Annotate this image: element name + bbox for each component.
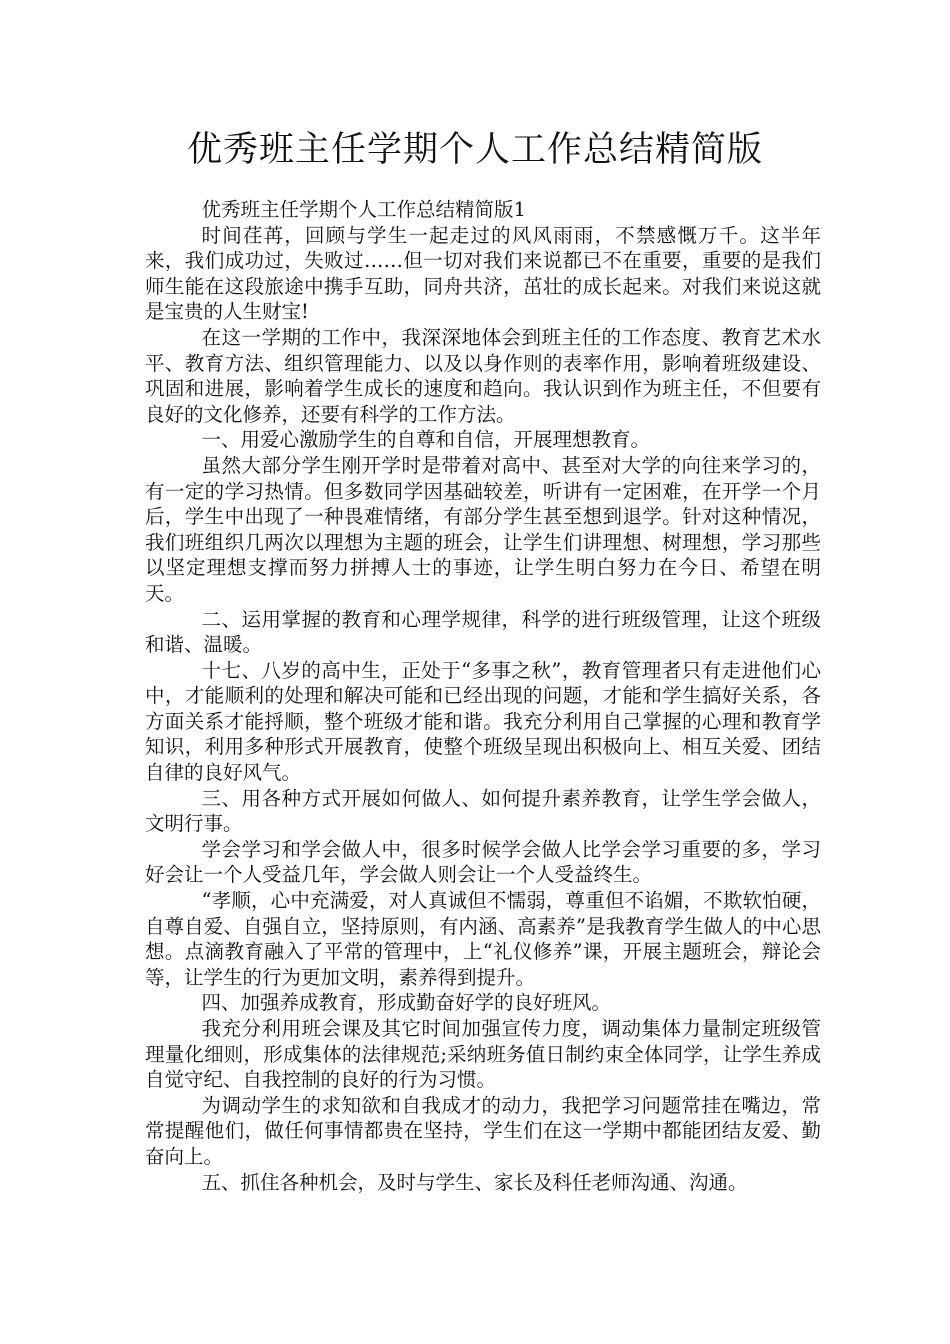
section-heading: 三、用各种方式开展如何做人、如何提升素养教育，让学生学会做人，文明行事。 — [145, 786, 821, 836]
section-heading: 二、运用掌握的教育和心理学规律，科学的进行班级管理，让这个班级和谐、温暖。 — [145, 607, 821, 657]
paragraph: 在这一学期的工作中，我深深地体会到班主任的工作态度、教育艺术水平、教育方法、组织管理能力、以及以身作则的表率作用，影响着班级建设、巩固和进展，影响着学生成长的速度和趋向。我认识到作为班主任，不但要有良好的文化修养，还要有科学的工作方法。 — [145, 325, 821, 426]
section-heading: 五、抓住各种机会，及时与学生、家长及科任老师沟通、沟通。 — [201, 1170, 748, 1194]
paragraph-subtitle: 优秀班主任学期个人工作总结精简版1 — [201, 198, 526, 221]
section-heading: 四、加强养成教育，形成勤奋好学的良好班风。 — [201, 991, 612, 1015]
section-heading: 一、用爱心激励学生的自尊和自信，开展理想教育。 — [201, 428, 651, 452]
paragraph: 时间荏苒，回顾与学生一起走过的风风雨雨，不禁感慨万千。这半年来，我们成功过，失败过……但一切对我们来说都已不在重要，重要的是我们师生能在这段旅途中携手互助，同舟共济，茁壮的成长起来。对我们来说这就是宝贵的人生财宝! — [145, 223, 821, 324]
paragraph: 虽然大部分学生刚开学时是带着对高中、甚至对大学的向往来学习的，有一定的学习热情。但多数同学因基础较差，听讲有一定困难，在开学一个月后，学生中出现了一种畏难情绪，有部分学生甚至想到退学。针对这种情况，我们班组织几两次以理想为主题的班会，让学生们讲理想、树理想，学习那些以坚定理想支撑而努力拼搏人士的事迹，让学生明白努力在今日、希望在明天。 — [145, 453, 821, 605]
document-title: 优秀班主任学期个人工作总结精简版 — [186, 130, 763, 170]
paragraph: 我充分利用班会课及其它时间加强宣传力度，调动集体力量制定班级管理量化细则，形成集体的法律规范;采纳班务值日制约束全体同学，让学生养成自觉守纪、自我控制的良好的行为习惯。 — [145, 1017, 821, 1092]
document-body — [145, 197, 821, 1195]
paragraph: “孝顺，心中充满爱，对人真诚但不懦弱，尊重但不谄媚，不欺软怕硬，自尊自爱、自强自立，坚持原则，有内涵、高素养”是我教育学生做人的中心思想。点滴教育融入了平常的管理中，上“礼仪修养”课，开展主题班会，辩论会等，让学生的行为更加文明，素养得到提升。 — [145, 889, 821, 989]
paragraph: 为调动学生的求知欲和自我成才的动力，我把学习问题常挂在嘴边，常常提醒他们，做任何事情都贵在坚持，学生们在这一学期中都能团结友爱、勤奋向上。 — [145, 1093, 821, 1168]
paragraph: 十七、八岁的高中生，正处于“多事之秋”，教育管理者只有走进他们心中，才能顺利的处理和解决可能和已经出现的问题，才能和学生搞好关系，各方面关系才能捋顺，整个班级才能和谐。我充分利用自己掌握的心理和教育学知识，利用多种形式开展教育，使整个班级呈现出积极向上、相互关爱、团结自律的良好风气。 — [145, 658, 821, 785]
paragraph: 学会学习和学会做人中，很多时候学会做人比学会学习重要的多，学习好会让一个人受益几年，学会做人则会让一个人受益终生。 — [145, 837, 821, 887]
